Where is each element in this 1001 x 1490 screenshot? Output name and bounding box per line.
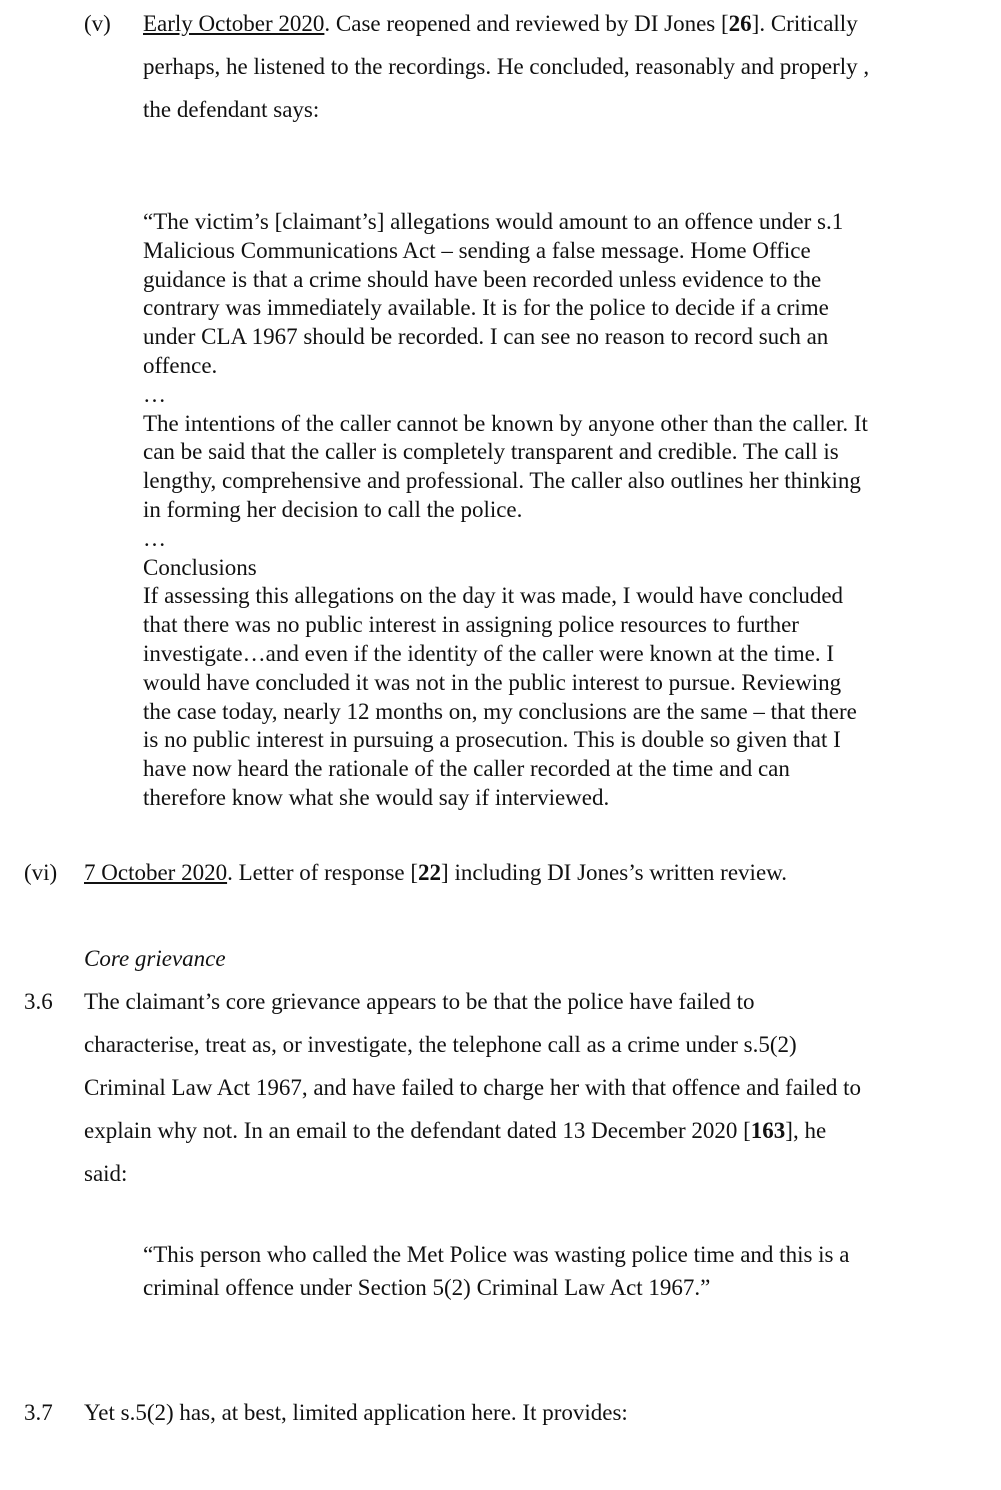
item-v-line-1: Early October 2020. Case reopened and reviewed by DI Jones [26]. Critically [143, 11, 858, 36]
item-vi-line: 7 October 2020. Letter of response [22] including DI Jones’s written review. [84, 860, 788, 885]
paragraph-number: 3.7 [24, 1400, 53, 1425]
para-3-6-line-5: said: [84, 1161, 128, 1186]
item-v-marker: (v) [84, 11, 111, 36]
quote-line: is no public interest in pursuing a prosecution. This is double so given that I [143, 727, 841, 753]
quote-line: If assessing this allegations on the day it was made, I would have concluded [143, 583, 844, 609]
quote-line: lengthy, comprehensive and professional. The caller also outlines her thinking [143, 468, 861, 494]
item-v-line-2: perhaps, he listened to the recordings. He concluded, reasonably and properly , [143, 54, 870, 79]
quote-line: in forming her decision to call the police. [143, 496, 523, 522]
quote-line: “This person who called the Met Police was wasting police time and this is a [143, 1242, 850, 1267]
quote-line: The intentions of the caller cannot be known by anyone other than the caller. It [143, 410, 868, 436]
block-quote-email [143, 1238, 849, 1304]
section-heading: Core grievance [84, 946, 226, 971]
quote-line: criminal offence under Section 5(2) Criminal Law Act 1967.” [143, 1275, 711, 1300]
quote-line: investigate…and even if the identity of the caller were known at the time. I [143, 640, 835, 666]
quote-line: under CLA 1967 should be recorded. I can see no reason to record such an [143, 324, 829, 350]
quote-line: the case today, nearly 12 months on, my conclusions are the same – that there [143, 698, 857, 724]
para-3-6-line-3: Criminal Law Act 1967, and have failed to charge her with that offence and failed to [84, 1075, 862, 1100]
paragraph-number: 3.6 [24, 989, 53, 1014]
para-3-6-line-4: explain why not. In an email to the defendant dated 13 December 2020 [163], he [84, 1118, 827, 1143]
item-v-line-3: the defendant says: [143, 97, 320, 122]
quote-line: that there was no public interest in assigning police resources to further [143, 612, 799, 638]
item-v-date: Early October 2020 [143, 11, 325, 36]
bundle-ref: 26 [728, 11, 752, 36]
item-vi-date: 7 October 2020 [84, 860, 228, 885]
quote-line: … [143, 525, 166, 551]
quote-line: … [143, 381, 166, 407]
quote-line: contrary was immediately available. It is for the police to decide if a crime [143, 295, 829, 321]
quote-line: offence. [143, 352, 218, 378]
quote-line: guidance is that a crime should have been recorded unless evidence to the [143, 266, 822, 292]
quote-line: can be said that the caller is completely transparent and credible. The call is [143, 439, 839, 465]
para-3-6-line-2: characterise, treat as, or investigate, the telephone call as a crime under s.5(2) [84, 1032, 797, 1057]
bundle-ref: 22 [418, 860, 442, 885]
item-vi-marker: (vi) [24, 860, 58, 885]
block-quote-review [143, 208, 868, 813]
quote-line: therefore know what she would say if interviewed. [143, 784, 610, 810]
quote-line: have now heard the rationale of the caller recorded at the time and can [143, 756, 790, 782]
quote-line: Malicious Communications Act – sending a false message. Home Office [143, 237, 811, 263]
bundle-ref: 163 [750, 1118, 786, 1143]
para-3-7-text: Yet s.5(2) has, at best, limited application here. It provides: [84, 1400, 628, 1425]
quote-line: Conclusions [143, 554, 257, 580]
para-3-6-line-1: The claimant’s core grievance appears to be that the police have failed to [84, 989, 755, 1014]
quote-line: would have concluded it was not in the public interest to pursue. Reviewing [143, 669, 842, 695]
quote-line: “The victim’s [claimant’s] allegations would amount to an offence under s.1 [143, 209, 844, 234]
